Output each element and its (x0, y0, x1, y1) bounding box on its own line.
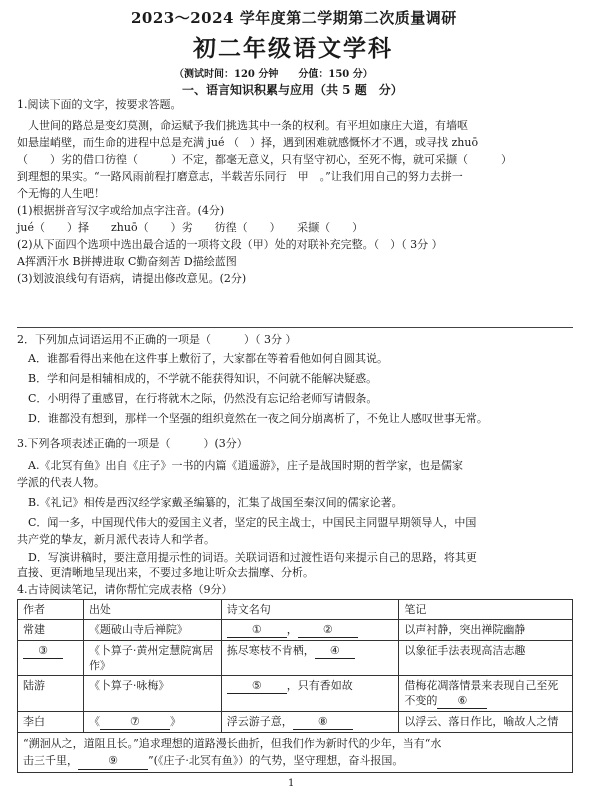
verse-text: ，只有香如故 (286, 679, 353, 692)
quote-cell (18, 733, 573, 773)
header-source: 出处 (83, 600, 221, 620)
blank-8[interactable]: ⑧ (293, 714, 353, 730)
q1-sub1: (1)根据拼音写汉字或给加点字注音。(4分) (17, 204, 225, 217)
q1-passage-line: 到理想的果实。“一路风雨前程打磨意志，半载苦乐同行 甲 。”让我们用自己的努力去拼一 (17, 170, 463, 183)
author-cell: 李白 (18, 712, 84, 733)
q1-sub1-blanks: jué（ ）择 zhuō（ ）劣 彷徨（ ） 采撷（ ） (17, 221, 364, 234)
author-cell: 陆游 (18, 676, 84, 712)
blank-2[interactable]: ② (298, 622, 358, 638)
q1-passage-line: 个无悔的人生吧！ (17, 187, 105, 200)
blank-7[interactable]: ⑦ (100, 714, 170, 730)
blank-4[interactable]: ④ (315, 643, 355, 659)
page-title: 初二年级语文学科 (193, 35, 393, 62)
q3-option-a: A.《北冥有鱼》出自《庄子》一书的内篇《逍遥游》，庄子是战国时期的哲学家，也是儒家 (28, 459, 463, 472)
verse-cell (221, 712, 399, 733)
quote-line-1: “溯洄从之，道阻且长。”追求理想的道路漫长曲折，但我们作为新时代的少年，当有“水 (23, 737, 442, 750)
q2-stem: 2．下列加点词语运用不正确的一项是（ ）（ 3分 ） (17, 333, 297, 346)
blank-9[interactable]: ⑨ (78, 752, 148, 770)
blank-1[interactable]: ① (227, 622, 287, 638)
blank-5[interactable]: ⑤ (227, 678, 287, 694)
q1-passage-line: 人世间的路总是变幻莫测，命运赋予我们挑选其中一条的权利。有平坦如康庄大道，有墙呕 (28, 119, 468, 132)
blank-6[interactable]: ⑥ (437, 693, 487, 709)
table-row (18, 620, 573, 641)
author-cell (18, 641, 84, 676)
poem-notes-table (17, 599, 573, 773)
header-author: 作者 (18, 600, 84, 620)
note-cell: 以象征手法表现高洁志趣 (399, 641, 573, 676)
section-heading: 一、语言知识积累与应用（共 5 题 分） (182, 83, 403, 97)
table-row (18, 641, 573, 676)
q1-sub2-options: A挥洒汗水 B拼搏进取 C勤奋刻苦 D描绘蓝图 (17, 255, 237, 268)
table-row (18, 676, 573, 712)
answer-line (17, 327, 573, 328)
verse-cell (221, 641, 399, 676)
q3-option-b: B.《礼记》相传是西汉经学家戴圣编纂的，汇集了战国至秦汉间的儒家论著。 (28, 496, 403, 509)
quote-text: 击三千里， (23, 754, 78, 767)
header-note: 笔记 (399, 600, 573, 620)
source-cell: 《卜算子·咏梅》 (83, 676, 221, 712)
source-cell: 《题破山寺后禅院》 (83, 620, 221, 641)
verse-text: 浮云游子意， (226, 715, 293, 728)
author-cell: 常建 (18, 620, 84, 641)
table-footer-row (18, 733, 573, 773)
quote-text: ”(《庄子·北冥有鱼》）的气势，坚守理想，奋斗报国。 (148, 754, 404, 767)
page-number: 1 (288, 778, 295, 789)
q3-option-a-cont: 学派的代表人物。 (17, 476, 105, 489)
q1-passage-line: （ ）劣的借口彷徨（ ）不定，都毫无意义，只有坚守初心，至死不悔，就可采撷（ ） (17, 153, 512, 166)
header-verse: 诗文名句 (221, 600, 399, 620)
verse-cell: ① ， ② (221, 620, 399, 641)
q3-option-c: C．闻一多，中国现代伟大的爱国主义者，坚定的民主战士，中国民主同盟早期领导人，中国 (28, 516, 477, 529)
q3-stem: 3.下列各项表述正确的一项是（ ）(3分） (17, 437, 248, 450)
q1-passage-line: 如悬崖峭壁，而生命的进程中总是充满 jué （ ）择，遇到困难就感慨怀才不遇，或寻找 zhuō (17, 136, 479, 149)
q4-stem: 4.古诗阅读笔记，请你帮忙完成表格（9分） (17, 583, 233, 596)
q2-option-a: A．谁都看得出来他在这件事上敷衍了，大家都在等着看他如何自圆其说。 (28, 352, 388, 365)
note-cell: 以浮云、落日作比，喻故人之情 (399, 712, 573, 733)
note-cell (399, 676, 573, 712)
q2-option-d: D．谁都没有想到，那样一个坚强的组织竟然在一夜之间分崩离析了，不免让人感叹世事无常。 (28, 412, 488, 425)
table-row (18, 712, 573, 733)
blank-3[interactable]: ③ (23, 643, 63, 659)
exam-meta: （测试时间：120 分钟 分值：150 分） (174, 69, 373, 80)
q3-option-d-cont: 直接、更清晰地呈现出来，不要过多地让听众去揣摩、分析。 (17, 566, 314, 579)
verse-text: 拣尽寒枝不肯栖， (226, 644, 315, 657)
table-header-row (18, 600, 573, 620)
exam-header-line: 2023～2024 学年度第二学期第二次质量调研 (131, 9, 457, 27)
q2-option-c: C．小明得了重感冒，在行将就木之际，仍然没有忘记给老师写请假条。 (28, 392, 378, 405)
quote-line-2 (23, 752, 567, 770)
note-text: 借梅花凋落情景来表现自己至死不变的 (404, 679, 559, 707)
q1-sub3: (3)划波浪线句有语病，请提出修改意见。(2分) (17, 272, 247, 285)
verse-cell (221, 676, 399, 712)
source-cell: 《卜算子·黄州定慧院寓居作》 (83, 641, 221, 676)
q3-option-c-cont: 共产党的挚友，新月派代表诗人和学者。 (17, 533, 215, 546)
note-cell: 以声衬静，突出禅院幽静 (399, 620, 573, 641)
q1-sub2: (2)从下面四个选项中选出最合适的一项将文段（甲）处的对联补充完整。（ ）（ 3分 ） (17, 238, 443, 251)
q3-option-d: D．写演讲稿时，要注意用提示性的词语。关联词语和过渡性语句来提示自己的思路，将其更 (28, 551, 477, 564)
source-cell: 《 ⑦ 》 (83, 712, 221, 733)
q1-stem: 1.阅读下面的文字，按要求答题。 (17, 98, 182, 111)
q2-option-b: B．学和问是相辅相成的，不学就不能获得知识，不问就不能解决疑惑。 (28, 372, 378, 385)
